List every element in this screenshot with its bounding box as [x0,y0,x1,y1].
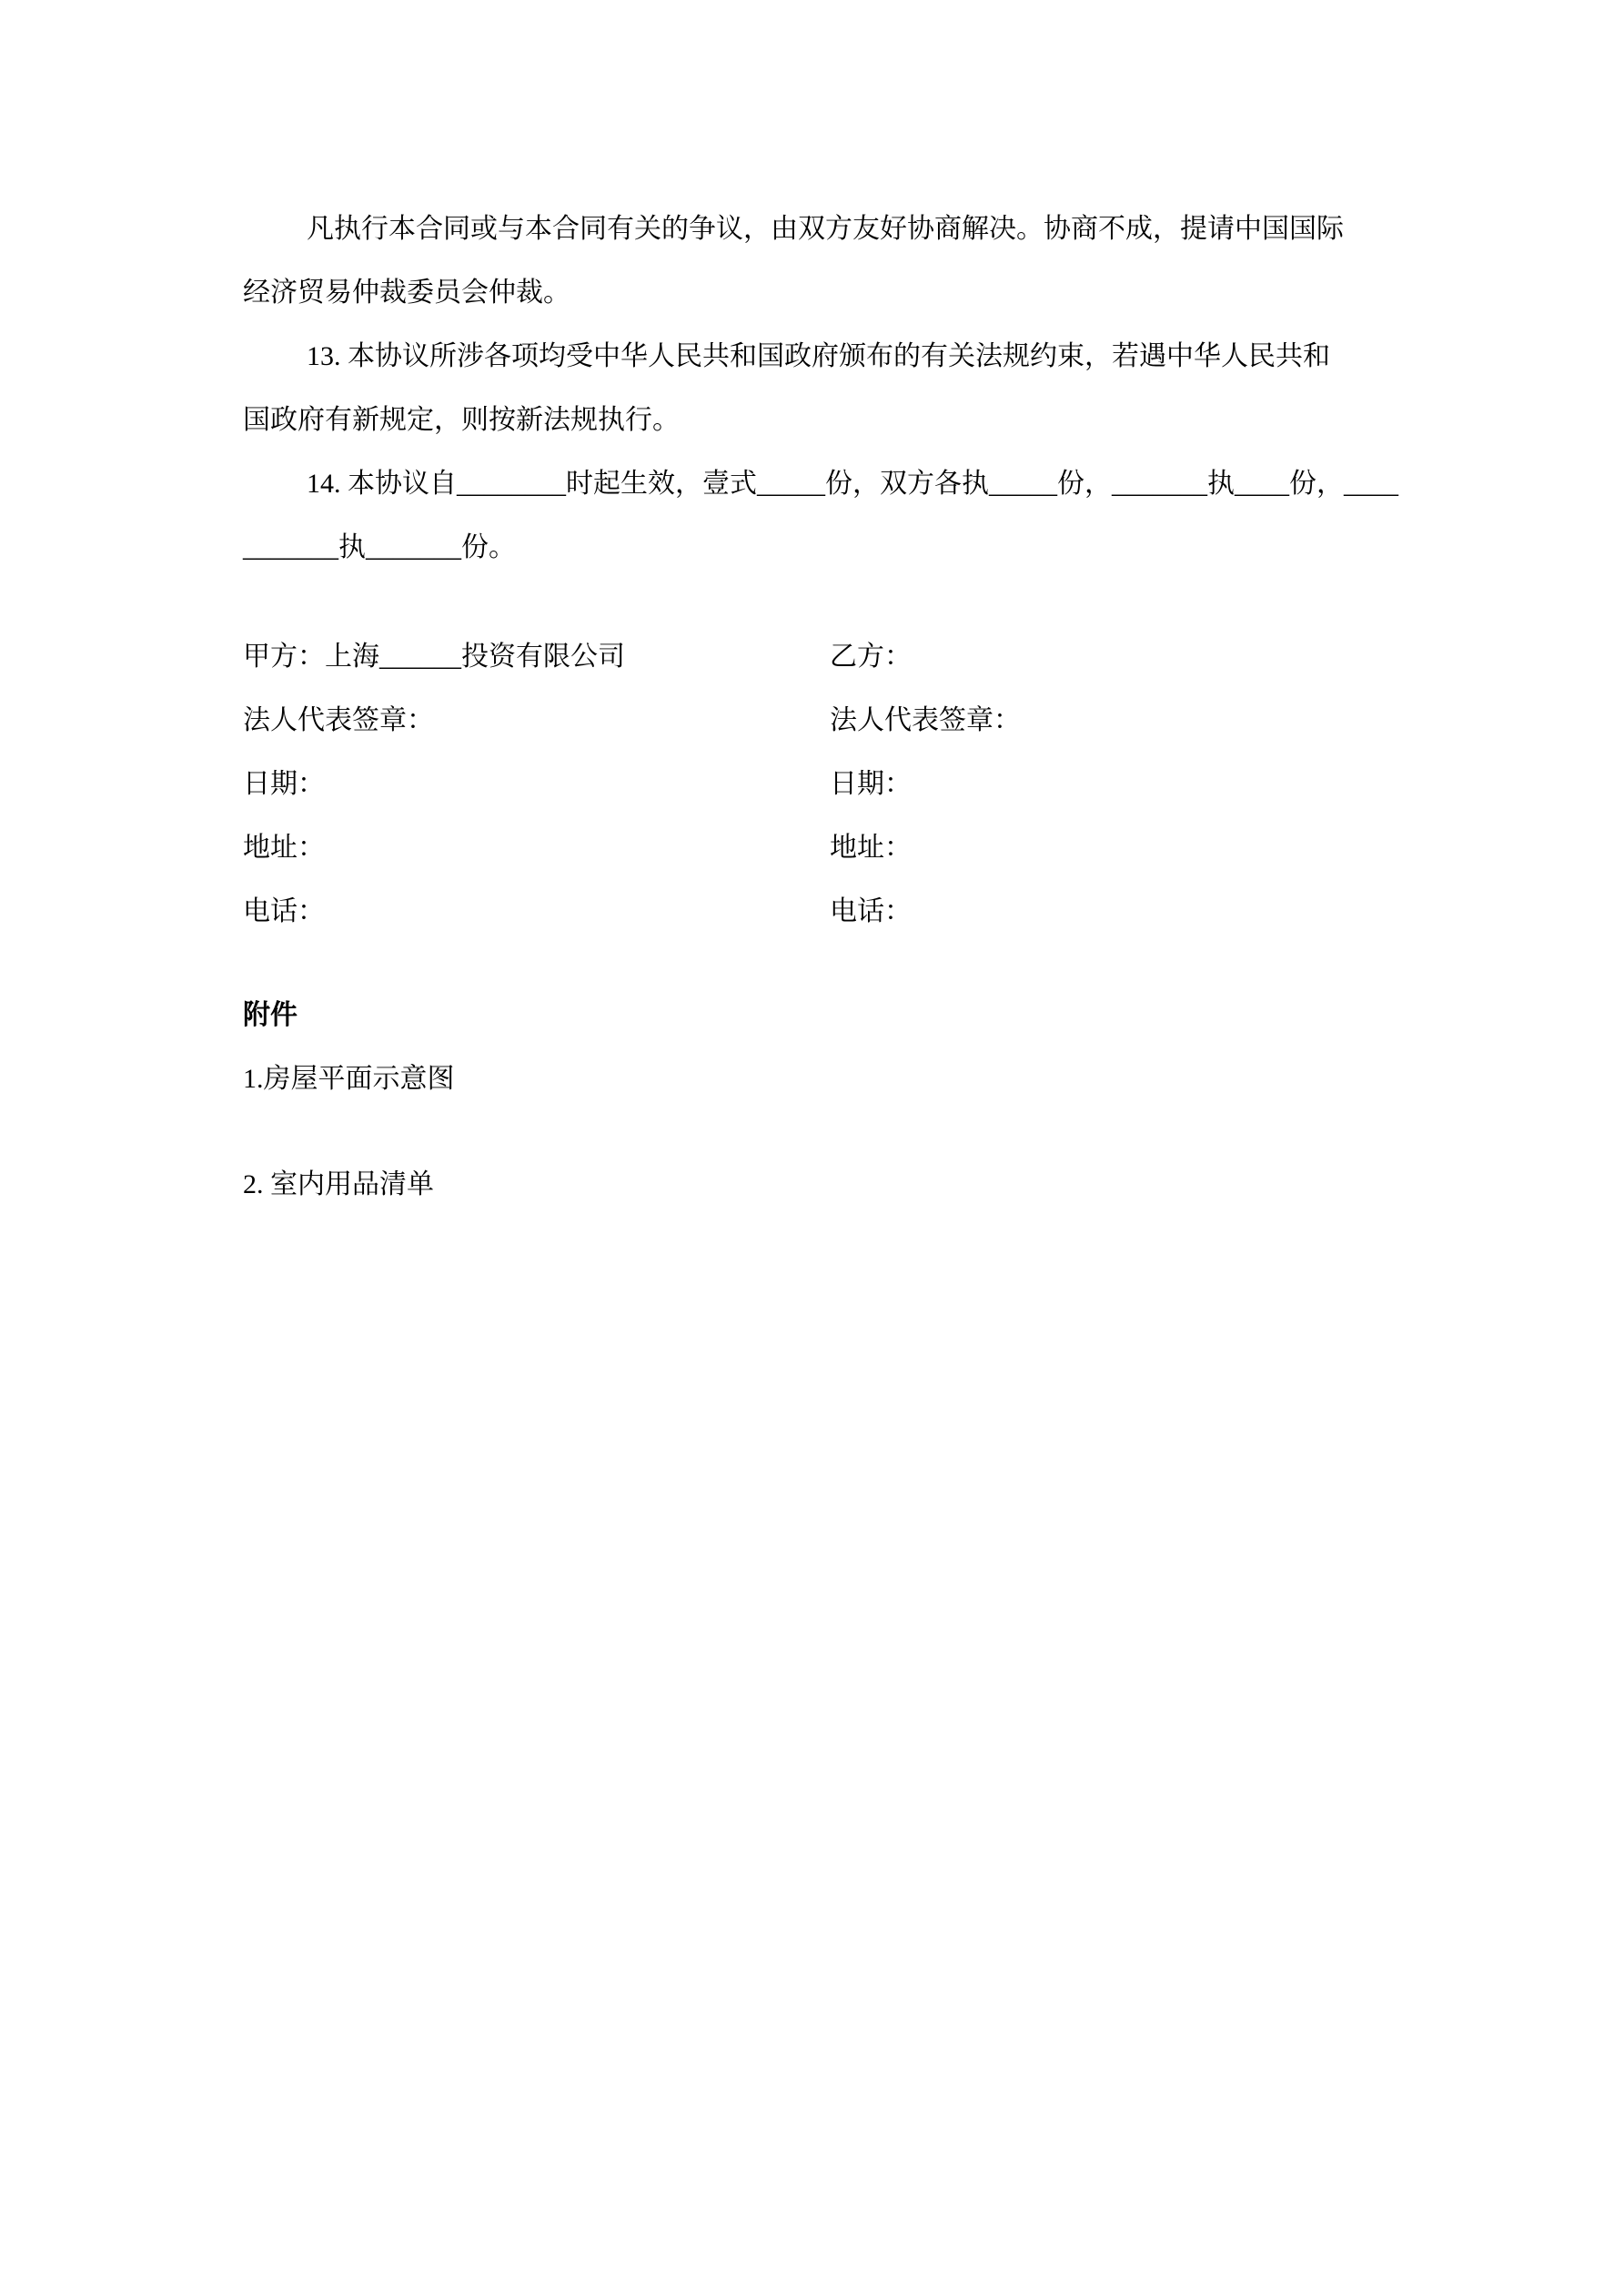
party-b-date-label: 日期： [830,769,912,799]
party-a-legal-rep-seal-label: 法人代表签章： [243,705,434,735]
party-b-address-label: 地址： [830,833,912,863]
signature-row-address [243,816,1383,880]
attachments-heading: 附件 [243,1000,298,1030]
party-a-address-label: 地址： [243,833,325,863]
attachment-item-gap [243,1111,1383,1153]
section-gap [243,944,1383,984]
clause-13-law-line-2: 国政府有新规定，则按新法规执行。 [243,405,680,435]
attachment-item-floor-plan: 1.房屋平面示意图 [243,1064,455,1094]
signature-row-legal-rep [243,689,1383,753]
document-text-block [243,197,1398,1217]
clause-13-law-line-1: 13. 本协议所涉各项均受中华人民共和国政府颁布的有关法规约束，若遇中华人民共和 [307,341,1330,371]
signature-row-party [243,625,1383,689]
party-a-date-label: 日期： [243,769,325,799]
clause-12-arbitration-line-1: 凡执行本合同或与本合同有关的争议，由双方友好协商解决。协商不成，提请中国国际 [307,214,1344,244]
attachment-item-indoor-items-list: 2. 室内用品清单 [243,1169,434,1199]
party-b-name-label: 乙方： [830,642,912,672]
party-b-phone-label: 电话： [830,896,912,926]
clause-12-arbitration-line-2: 经济贸易仲裁委员会仲裁。 [243,278,570,308]
party-a-name-label: 甲方：上海______投资有限公司 [243,642,625,672]
clause-14-effective-line-2: _______执_______份。 [243,532,516,562]
signature-row-phone [243,880,1383,944]
party-a-phone-label: 电话： [243,896,325,926]
party-b-legal-rep-seal-label: 法人代表签章： [830,705,1021,735]
clause-14-effective-line-1: 14. 本协议自________时起生效，壹式_____份，双方各执_____份，_______执____份，____ [307,469,1398,499]
signature-row-date [243,753,1383,816]
paragraph-gap [243,580,1383,625]
